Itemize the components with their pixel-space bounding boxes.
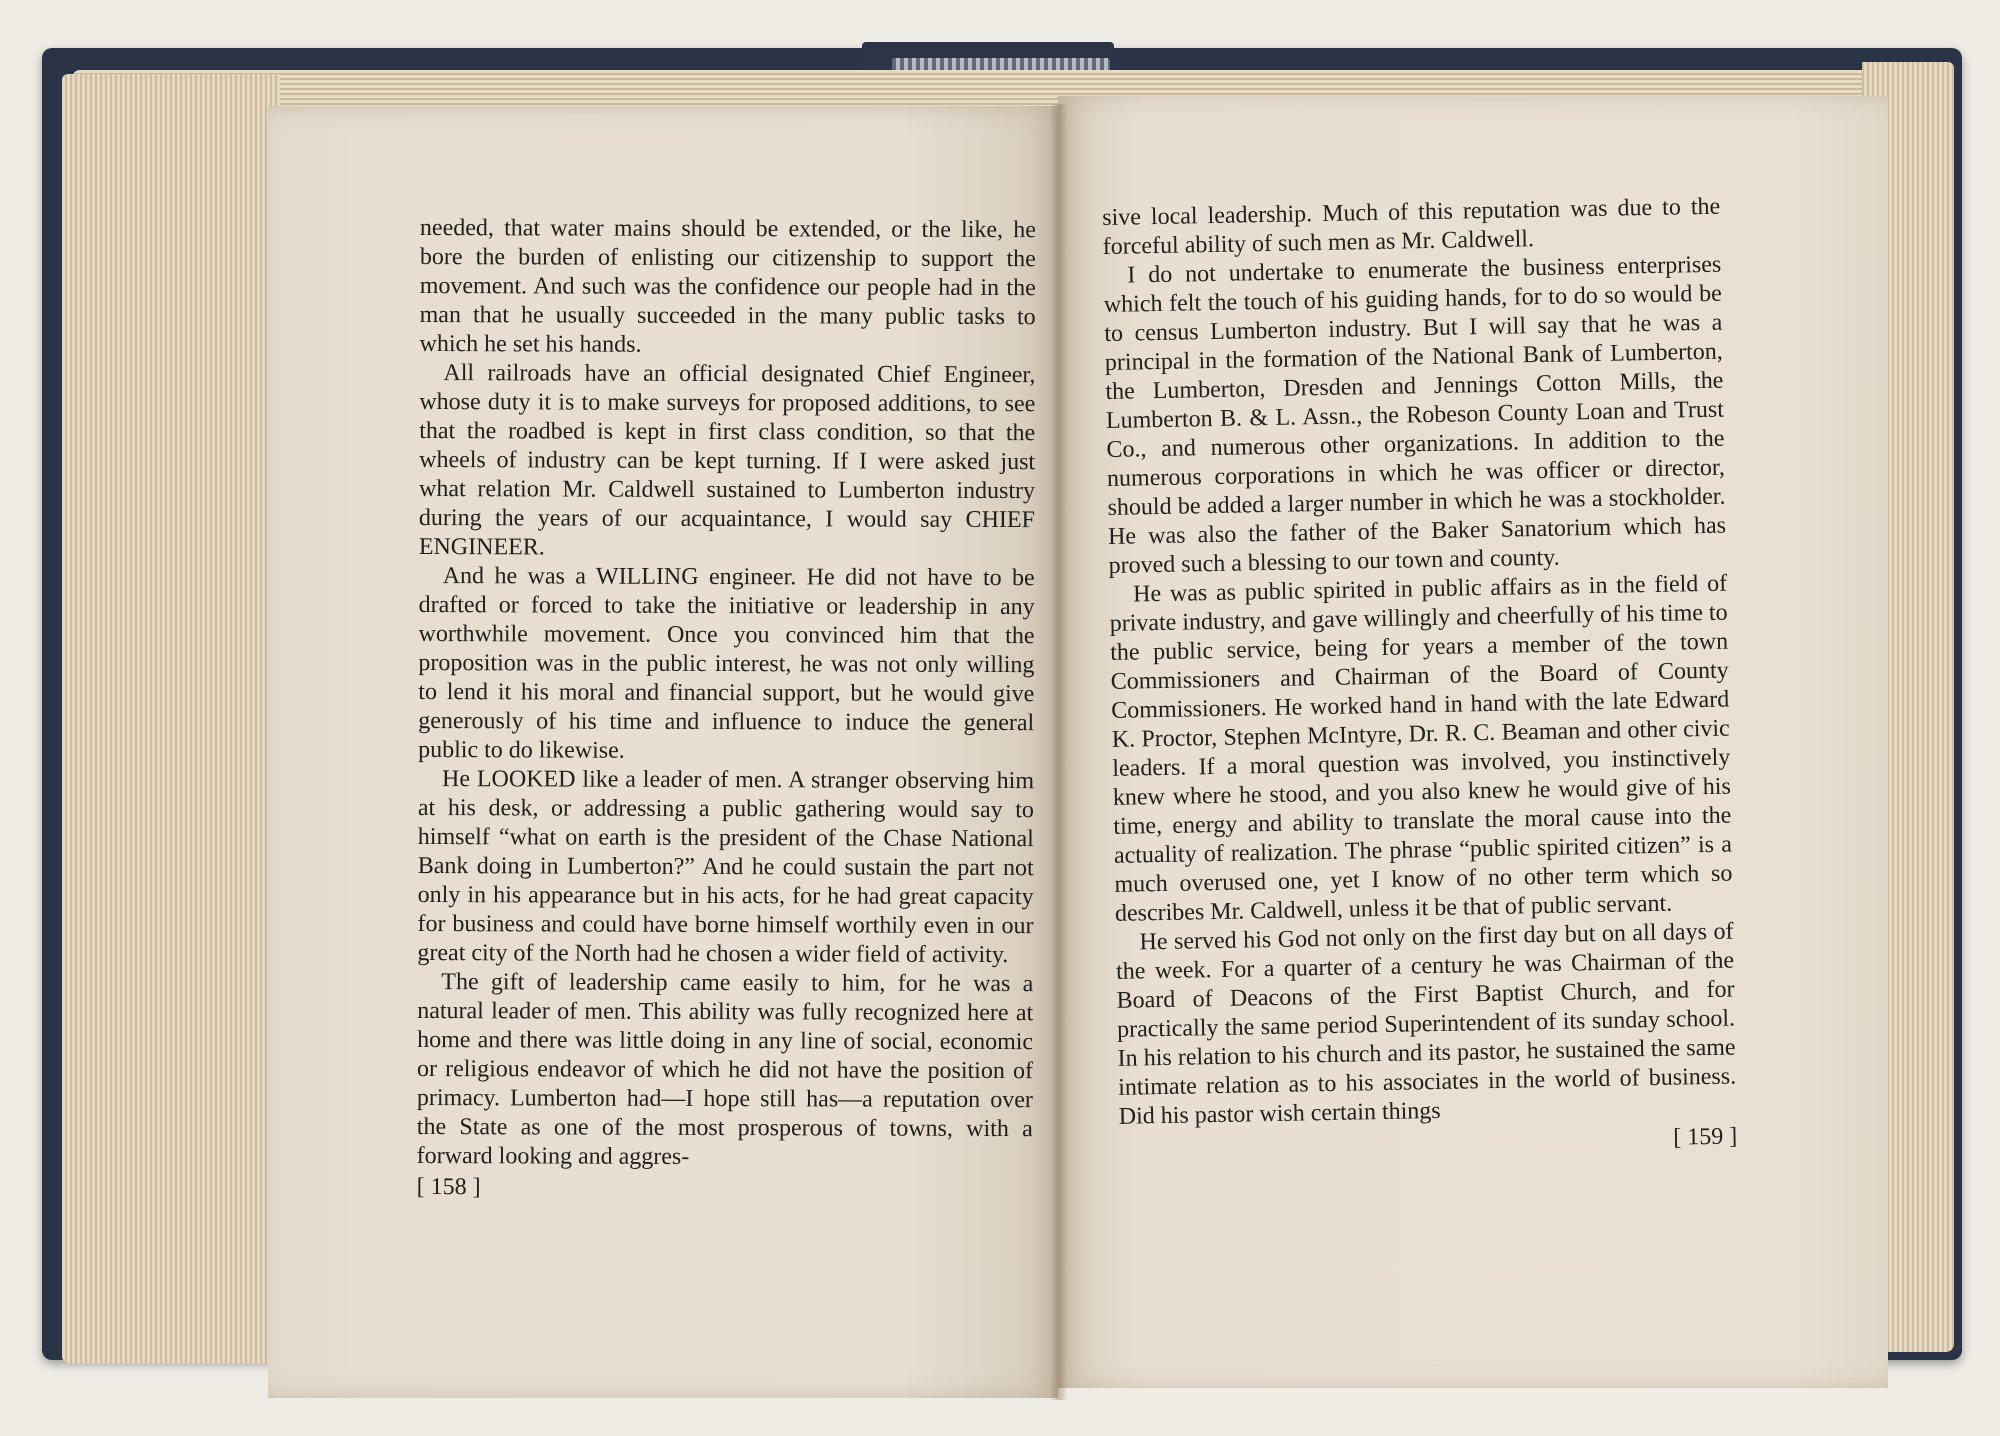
left-page-text [417, 214, 1036, 1204]
paragraph: The gift of leadership came easily to him, for he was a natural leader of men. This ability was fully recognized here at home and there was little doing in any line of social, economic or religious endeavor of which he did not have the position of primacy. Lumberton had—I hope still has—a reputation over the State as one of the most prosperous of towns, with a forward looking and aggres- [416, 969, 1034, 1170]
paragraph: I do not undertake to enumerate the business enterprises which felt the touch of his guiding hands, for to do so would be to census Lumberton industry. But I will say that he was a principal in the formation of the National Bank of Lumberton, the Lumberton, Dresden and Jennings Cotton Mills, the Lumberton B. & L. Assn., the Robeson County Loan and Trust Co., and numerous other organizations. In addition to the numerous corporations in which he was officer or director, should be added a larger number in which he was a stockholder. He was also the father of the Baker Sanatorium which has proved such a blessing to our town and county. [1103, 251, 1727, 579]
page-number: [ 158 ] [416, 1173, 481, 1201]
paragraph: He LOOKED like a leader of men. A stranger observing him at his desk, or addressing a public gathering would say to himself “what on earth is the president of the Chase National Bank doing in Lumberton?” And he could sustain the part not only in his appearance but in his acts, for he had great capacity for business and could have borne himself worthily even in our great city of the North had he chosen a wider field of activity. [417, 766, 1035, 969]
page-number: [ 159 ] [1672, 1123, 1738, 1151]
page-edges-left [62, 74, 280, 1364]
paragraph: All railroads have an official designated Chief Engineer, whose duty it is to make surveys for proposed additions, to see that the roadbed is kept in first class condition, so that the wheels of industry can be kept turning. If I were asked just what relation Mr. Caldwell sustained to Lumberton industry during the years of our acquaintance, I would say CHIEF ENGINEER. [418, 360, 1036, 561]
paragraph: He served his God not only on the first day but on all days of the week. For a quarter of a century he was Chairman of the Board of Deacons of the First Baptist Church, and for practically the same period Superintendent of its sunday school. In his relation to his church and its pastor, he sustained the same intimate relation as to his associates in the world of business. Did his pastor wish certain things [1115, 918, 1737, 1130]
paragraph: sive local leadership. Much of this reputation was due to the forceful ability of such men as Mr. Caldwell. [1102, 193, 1721, 260]
paragraph: needed, that water mains should be extended, or the like, he bore the burden of enlisting our citizenship to support the movement. And such was the confidence our people had in the man that he usually succeeded in the many public tasks to which he set his hands. [419, 215, 1036, 358]
book-gutter [1050, 104, 1068, 1400]
paragraph: And he was a WILLING engineer. He did not have to be drafted or forced to take the initiative or leadership in any worthwhile movement. Once you convinced him that the proposition was in the public interest, he was not only willing to lend it his moral and financial support, but he would give generously of his time and influence to induce the general public to do likewise. [418, 563, 1035, 764]
right-page-text [1102, 193, 1737, 1163]
paragraph: He was as public spirited in public affairs as in the field of private industry, and gave willingly and cheerfully of his time to the public service, being for years a member of the town Commissioners and Chairman of the Board of County Commissioners. He worked hand in hand with the late Edward K. Proctor, Stephen McIntyre, Dr. R. C. Beaman and other civic leaders. If a moral question was involved, you instinctively knew where he stood, and you also knew he would give of his time, energy and ability to translate the moral cause into the actuality of realization. The phrase “public spirited citizen” is a much overused one, yet I know of no other term which so describes Mr. Caldwell, unless it be that of public servant. [1109, 570, 1733, 927]
